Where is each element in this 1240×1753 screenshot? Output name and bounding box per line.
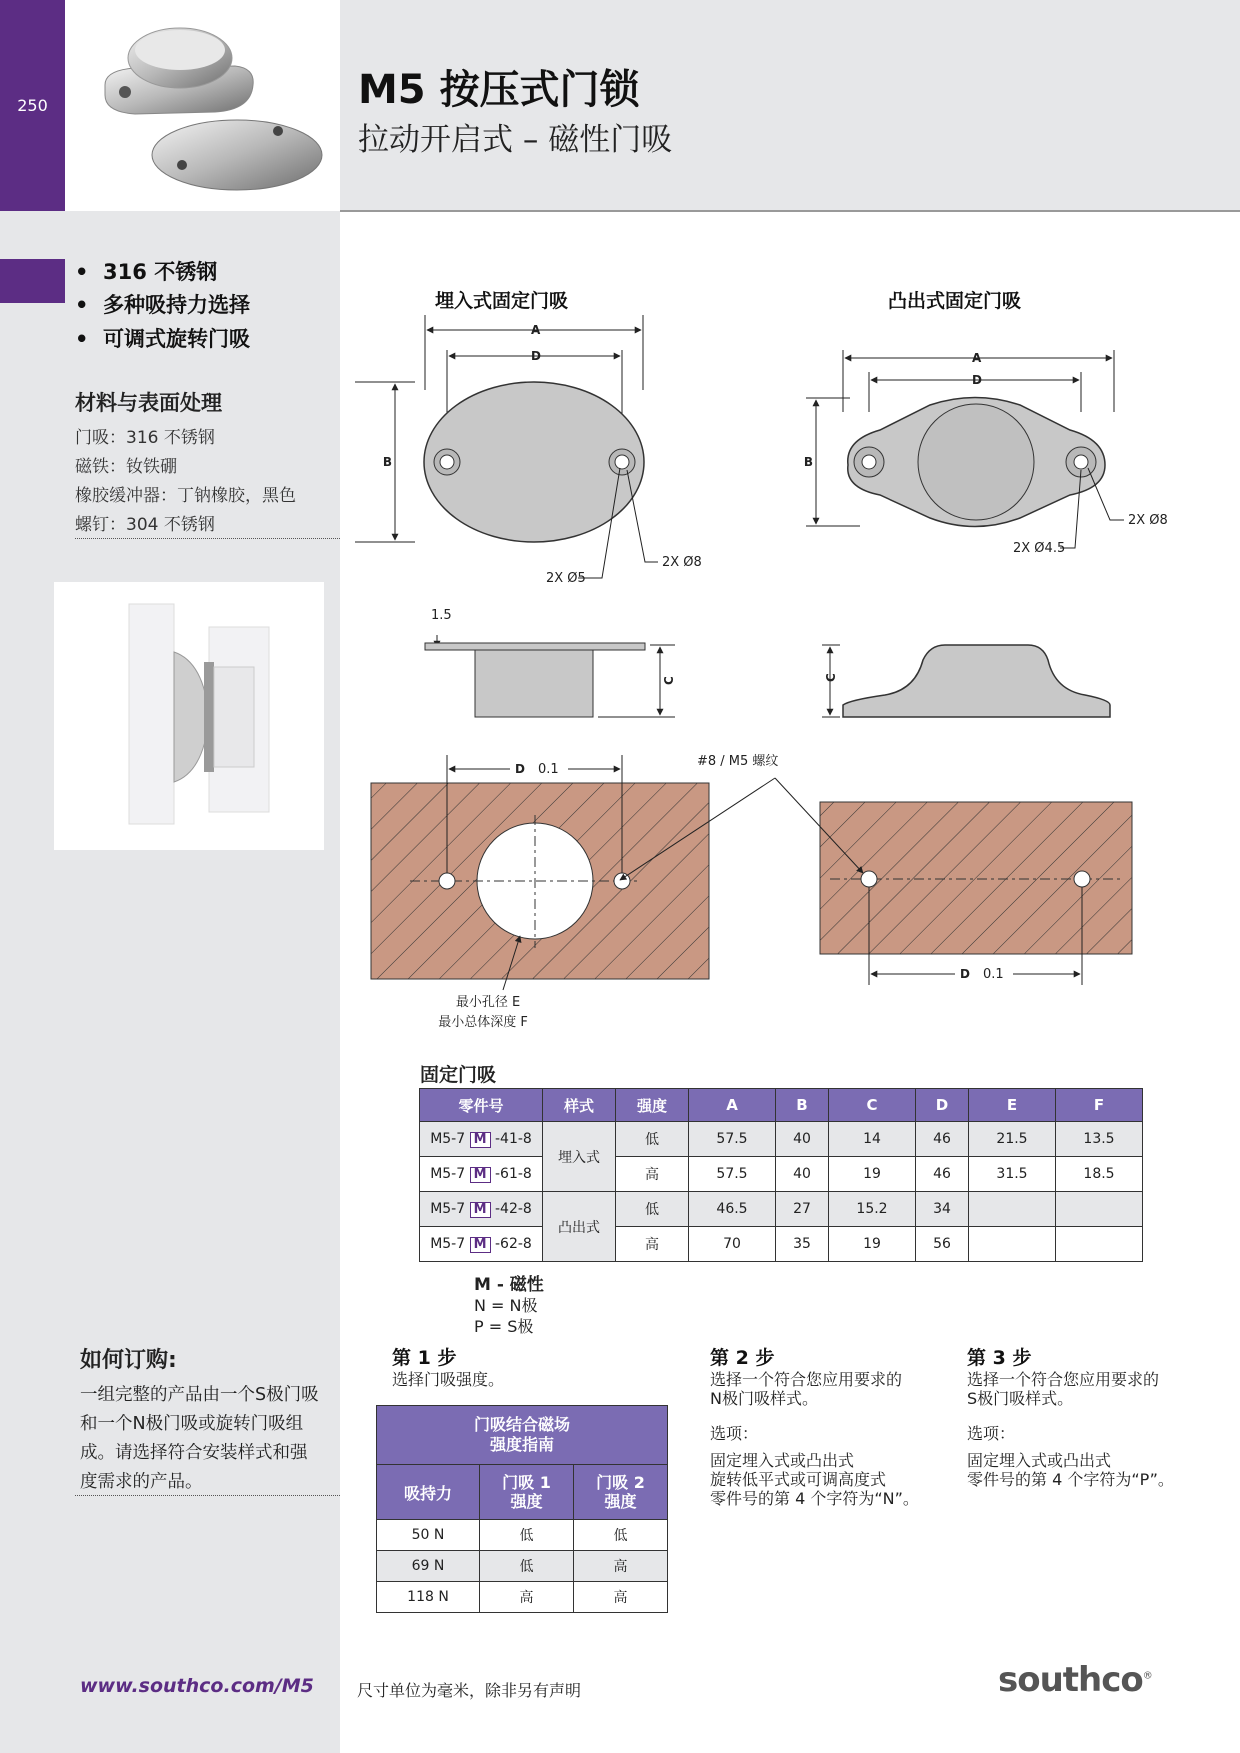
part-number: M5-7 M -62-8 <box>420 1227 543 1262</box>
tolerance: 0.1 <box>538 762 559 777</box>
dim-c-label: C <box>662 676 676 685</box>
flush-panel-cutout <box>371 755 709 1030</box>
feature-1: • 316 不锈钢 <box>75 260 218 284</box>
step3-title: 第 3 步 <box>967 1347 1032 1369</box>
hole-callout: 2X Ø4.5 <box>1013 541 1066 556</box>
website-link[interactable]: www.southco.com/M5 <box>80 1675 314 1697</box>
page-title: M5 按压式门锁 <box>358 67 640 113</box>
dim-d-label: D <box>972 373 982 387</box>
col-header: 零件号 <box>420 1089 543 1122</box>
parts-table <box>419 1088 1143 1262</box>
col-header: 门吸 1 强度 <box>480 1465 574 1520</box>
style-cell: 埋入式 <box>543 1122 616 1192</box>
col-header: A <box>689 1089 776 1122</box>
page-number: 250 <box>17 96 48 115</box>
installation-photo <box>54 582 324 850</box>
table-row: 69 N 低 高 <box>377 1551 668 1582</box>
material-item: 橡胶缓冲器：丁钠橡胶，黑色 <box>75 486 296 506</box>
magnet-legend-n: N = N极 <box>474 1296 538 1315</box>
min-hole-note: 最小孔径 E <box>455 995 521 1010</box>
feature-3: • 可调式旋转门吸 <box>75 327 251 351</box>
table-row: M5-7 M -61-8 高 57.5 40 19 46 31.5 18.5 <box>420 1157 1143 1192</box>
dim-d-label: D <box>515 762 525 776</box>
flush-drawing-title: 埋入式固定门吸 <box>435 290 569 312</box>
feature-accent-bar <box>0 259 65 303</box>
table-row: M5-7 M -41-8 埋入式 低 57.5 40 14 46 21.5 13.5 <box>420 1122 1143 1157</box>
hole-callout: 2X Ø5 <box>546 571 586 586</box>
col-header: 强度 <box>616 1089 689 1122</box>
strength-cell: 高 <box>616 1157 689 1192</box>
ordering-heading: 如何订购: <box>80 1348 177 1373</box>
raised-top-view <box>804 350 1168 556</box>
strength-cell: 高 <box>616 1227 689 1262</box>
page-subtitle: 拉动开启式 – 磁性门吸 <box>358 122 673 158</box>
step2-text: 选择一个符合您应用要求的 N极门吸样式。 选项： 固定埋入式或凸出式 旋转低平式或可调高度式 零件号的第 4 个字符为“N”。 <box>710 1370 919 1508</box>
col-header: D <box>915 1089 968 1122</box>
material-item: 门吸：316 不锈钢 <box>75 428 215 448</box>
dim-a-label: A <box>531 323 541 337</box>
table-row: M5-7 M -42-8 凸出式 低 46.5 27 15.2 34 <box>420 1192 1143 1227</box>
style-cell: 凸出式 <box>543 1192 616 1262</box>
dim-d-label: D <box>960 967 970 981</box>
technical-drawings <box>340 300 1240 1040</box>
col-header: C <box>829 1089 916 1122</box>
feature-2: • 多种吸持力选择 <box>75 293 251 317</box>
part-number: M5-7 M -42-8 <box>420 1192 543 1227</box>
strength-cell: 低 <box>616 1192 689 1227</box>
header-divider <box>340 210 1240 212</box>
part-number: M5-7 M -41-8 <box>420 1122 543 1157</box>
step1-text: 选择门吸强度。 <box>392 1370 505 1389</box>
divider <box>75 1495 340 1496</box>
tolerance: 0.1 <box>983 967 1004 982</box>
southco-logo: southco® <box>998 1660 1152 1700</box>
dim-a-label: A <box>972 351 982 365</box>
step2-title: 第 2 步 <box>710 1347 775 1369</box>
table-header-row <box>420 1089 1143 1122</box>
col-header: 吸持力 <box>377 1465 480 1520</box>
step3-text: 选择一个符合您应用要求的 S极门吸样式。 选项： 固定埋入式或凸出式 零件号的第 4 个字符为“P”。 <box>967 1370 1174 1489</box>
ordering-text: 度需求的产品。 <box>80 1472 203 1492</box>
units-note: 尺寸单位为毫米，除非另有声明 <box>357 1681 582 1700</box>
table-row: 50 N 低 低 <box>377 1520 668 1551</box>
magnet-legend-p: P = S极 <box>474 1317 534 1336</box>
dim-b-label: B <box>803 455 813 469</box>
col-header: B <box>775 1089 828 1122</box>
col-header: F <box>1055 1089 1142 1122</box>
ordering-text: 成。请选择符合安装样式和强 <box>80 1443 308 1463</box>
col-header: 门吸 2 强度 <box>574 1465 668 1520</box>
materials-heading: 材料与表面处理 <box>75 391 222 415</box>
parts-table-heading: 固定门吸 <box>420 1064 497 1086</box>
ordering-text: 一组完整的产品由一个S极门吸 <box>80 1385 319 1405</box>
table-row: 118 N 高 高 <box>377 1582 668 1613</box>
ordering-text: 和一个N极门吸或旋转门吸组 <box>80 1414 304 1434</box>
strength-guide-table <box>376 1405 668 1613</box>
min-depth-note: 最小总体深度 F <box>438 1015 528 1030</box>
strength-cell: 低 <box>616 1122 689 1157</box>
step1-title: 第 1 步 <box>392 1347 457 1369</box>
divider <box>75 538 340 539</box>
material-item: 螺钉：304 不锈钢 <box>75 515 215 535</box>
part-number: M5-7 M -61-8 <box>420 1157 543 1192</box>
raised-side-view <box>822 645 1110 717</box>
product-hero-image <box>65 0 340 211</box>
magnet-legend-heading: M - 磁性 <box>474 1275 544 1295</box>
dim-d-label: D <box>531 349 541 363</box>
hole-callout: 2X Ø8 <box>1128 513 1168 528</box>
dim-c-label: C <box>824 673 838 682</box>
raised-drawing-title: 凸出式固定门吸 <box>888 290 1022 312</box>
flush-side-view <box>425 608 676 717</box>
guide-title: 门吸结合磁场 强度指南 <box>377 1406 668 1465</box>
dim-b-label: B <box>382 455 392 469</box>
flange-dim: 1.5 <box>431 608 452 623</box>
flush-top-view <box>355 315 702 586</box>
thread-callout: #8 / M5 螺纹 <box>697 754 779 769</box>
table-row: M5-7 M -62-8 高 70 35 19 56 <box>420 1227 1143 1262</box>
hole-callout: 2X Ø8 <box>662 555 702 570</box>
material-item: 磁铁：钕铁硼 <box>75 457 177 477</box>
col-header: E <box>969 1089 1056 1122</box>
col-header: 样式 <box>543 1089 616 1122</box>
